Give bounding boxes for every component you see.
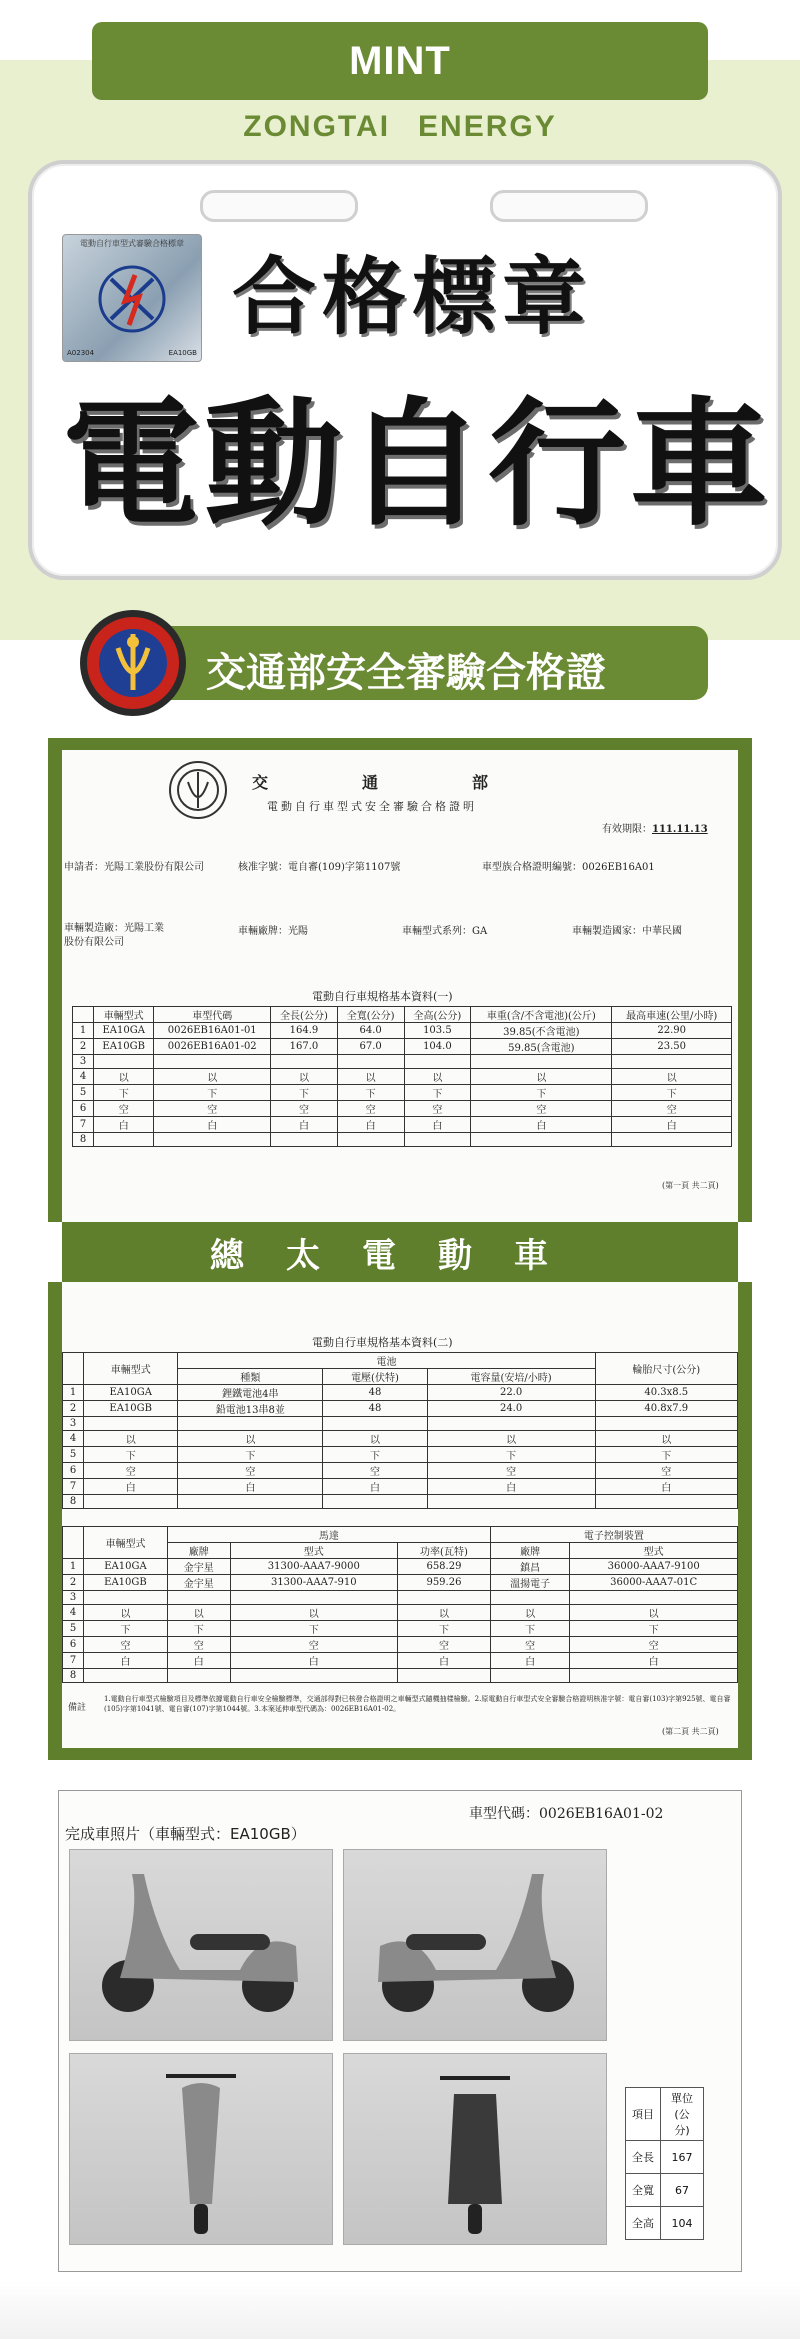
table-row: 1 EA10GA 鋰鐵電池4串 48 22.0 40.3x8.5 <box>63 1385 738 1401</box>
doc-validity <box>602 820 708 835</box>
brand-name: MINT <box>92 22 708 100</box>
cell: 167.0 <box>271 1039 338 1055</box>
doc-series: 車輛型式系列：GA <box>402 926 488 937</box>
table-row: 全高 104 <box>626 2207 704 2240</box>
blank-row: 6 空 空 空 空 空 空 <box>63 1637 738 1653</box>
scooter-photo-rear <box>343 2053 607 2245</box>
header-cell: 電壓(伏特) <box>323 1369 427 1385</box>
header-cell: 全寬(公分) <box>337 1007 404 1023</box>
table-row: 2 EA10GB 鉛電池13串8並 48 24.0 40.8x7.9 <box>63 1401 738 1417</box>
row-index: 2 <box>73 1039 94 1055</box>
page-mark-2: (第二頁 共二頁) <box>662 1727 719 1736</box>
scooter-rear-icon <box>344 2054 606 2244</box>
table-row <box>73 1023 732 1039</box>
certificate-page-2 <box>62 1282 738 1748</box>
ministry-emblem-icon <box>78 608 188 718</box>
doc-org: 交 通 部 <box>252 773 495 792</box>
header-cell: 電子控制裝置 <box>490 1527 737 1543</box>
remark-text: 1.電動自行車型式檢驗項目及標準依據電動自行車安全檢驗標準，交通部得對已核發合格證明之車輛型式隨機抽樣檢驗。2.原電動自行車型式安全審驗合格證明核准字號：電自審(103)字第925號、電自審(105)字第1041號、電自審(107)字第1044號。3.本案延伸車型代碼為：0026EB16A01-02。 <box>104 1695 731 1713</box>
header-cell: 馬達 <box>167 1527 490 1543</box>
scooter-photo-front <box>69 2053 333 2245</box>
hologram-sticker <box>62 234 202 362</box>
blank-row: 8 <box>63 1669 738 1683</box>
brand-band: 總太電動車 <box>62 1222 738 1282</box>
doc-cert-no: 車型族合格證明編號：0026EB16A01 <box>482 862 655 873</box>
blank-row: 4 以 以 以 以 以 以 以 <box>73 1069 732 1085</box>
blank-row: 7 白 白 白 白 白 <box>63 1479 738 1495</box>
blank-row: 4 以 以 以 以 以 以 <box>63 1605 738 1621</box>
blank-row: 6 空 空 空 空 空 <box>63 1463 738 1479</box>
hologram-serial: A02304 <box>67 349 95 357</box>
plate-main-text: 電動自行車 <box>62 384 773 545</box>
brand-sub-right: ENERGY <box>418 110 557 143</box>
certificate-page-1 <box>62 750 738 1222</box>
page-mark: (第一頁 共二頁) <box>662 1181 719 1190</box>
doc-applicant: 申請者：光陽工業股份有限公司 <box>64 862 204 873</box>
cell: 23.50 <box>612 1039 732 1055</box>
table-row: 2 EA10GB 金宇星 31300-AAA7-910 959.26 溫揚電子 36000-AAA7-01C <box>63 1575 738 1591</box>
scooter-photo-right <box>343 1849 607 2041</box>
doc-brand: 車輛廠牌：光陽 <box>238 926 308 937</box>
header-cell: 單位(公分) <box>661 2088 704 2141</box>
validity-label: 有效期限： <box>602 824 652 835</box>
table-header-row <box>63 1527 738 1543</box>
photo-title: 完成車照片（車輛型式：EA10GB） <box>65 1825 306 1843</box>
header-cell: 電容量(安培/小時) <box>427 1369 595 1385</box>
spec-table-1-title: 電動自行車規格基本資料(一) <box>312 990 453 1003</box>
cell: EA10GB <box>94 1039 154 1055</box>
header-cell: 電池 <box>178 1353 595 1369</box>
blank-row: 6 空 空 空 空 空 空 空 <box>73 1101 732 1117</box>
spec-table-2a <box>62 1352 738 1509</box>
cell: 64.0 <box>337 1023 404 1039</box>
row-index: 1 <box>73 1023 94 1039</box>
spec-table-2-title: 電動自行車規格基本資料(二) <box>312 1336 453 1349</box>
scooter-side-icon <box>70 1850 332 2040</box>
cell: 164.9 <box>271 1023 338 1039</box>
table-row <box>73 1039 732 1055</box>
table-header-row <box>73 1007 732 1023</box>
plate-title: 合格標章 <box>232 248 593 346</box>
license-plate <box>28 160 782 580</box>
blank-row: 3 <box>73 1055 732 1069</box>
brand-subtitle <box>0 110 800 144</box>
blank-row: 5 下 下 下 下 下 下 下 <box>73 1085 732 1101</box>
plate-slot-left <box>200 190 358 222</box>
blank-row: 3 <box>63 1417 738 1431</box>
scooter-photo-left <box>69 1849 333 2041</box>
header-cell: 輪胎尺寸(公分) <box>595 1353 737 1385</box>
photo-page <box>58 1790 742 2272</box>
header-cell: 車型代碼 <box>154 1007 271 1023</box>
cell: 0026EB16A01-02 <box>154 1039 271 1055</box>
header-cell: 車重(含/不含電池)(公斤) <box>471 1007 612 1023</box>
photo-code: 車型代碼：0026EB16A01-02 <box>469 1806 664 1822</box>
doc-country: 車輛製造國家：中華民國 <box>572 926 682 937</box>
header-cell: 全長(公分) <box>271 1007 338 1023</box>
header-cell: 種類 <box>178 1369 323 1385</box>
doc-approval-no: 核准字號：電自審(109)字第1107號 <box>238 862 401 873</box>
table-header-row <box>63 1353 738 1369</box>
hologram-model: EA10GB <box>168 349 197 357</box>
table-header-row: 廠牌 型式 功率(瓦特) 廠牌 型式 <box>63 1543 738 1559</box>
blank-row: 7 白 白 白 白 白 白 白 <box>73 1117 732 1133</box>
cell: 103.5 <box>404 1023 471 1039</box>
brand-sub-left: ZONGTAI <box>243 110 391 143</box>
header-cell: 車輛型式 <box>94 1007 154 1023</box>
cell: 104.0 <box>404 1039 471 1055</box>
table-row: 全長 167 <box>626 2141 704 2174</box>
bottom-fade <box>0 2280 800 2339</box>
blank-row: 8 <box>63 1495 738 1509</box>
scooter-front-icon <box>70 2054 332 2244</box>
cell: 39.85(不含電池) <box>471 1023 612 1039</box>
ministry-seal-icon <box>168 760 228 820</box>
header-cell: 最高車速(公里/小時) <box>612 1007 732 1023</box>
header-cell: 全高(公分) <box>404 1007 471 1023</box>
plate-slot-right <box>490 190 648 222</box>
blank-row: 3 <box>63 1591 738 1605</box>
blank-row: 8 <box>73 1133 732 1147</box>
dimensions-table <box>625 2087 704 2240</box>
blank-row: 7 白 白 白 白 白 白 <box>63 1653 738 1669</box>
remark-label: 備註 <box>68 1703 87 1713</box>
cell: EA10GA <box>94 1023 154 1039</box>
doc-manufacturer: 車輛製造廠：光陽工業股份有限公司 <box>64 923 164 948</box>
cell: 67.0 <box>337 1039 404 1055</box>
blank-row: 5 下 下 下 下 下 下 <box>63 1621 738 1637</box>
blank-row: 4 以 以 以 以 以 <box>63 1431 738 1447</box>
cell: 0026EB16A01-01 <box>154 1023 271 1039</box>
spec-table-1 <box>72 1006 732 1147</box>
hologram-title: 電動自行車型式審驗合格標章 <box>80 239 184 248</box>
doc-subtitle: 電動自行車型式安全審驗合格證明 <box>267 800 477 813</box>
scooter-side-icon <box>344 1850 606 2040</box>
header-cell: 項目 <box>626 2088 661 2141</box>
spec-table-2b <box>62 1526 738 1683</box>
validity-value: 111.11.13 <box>652 824 708 835</box>
table-row: 全寬 67 <box>626 2174 704 2207</box>
ministry-logo-icon <box>63 235 201 361</box>
table-header-row <box>626 2088 704 2141</box>
header-cell: 車輛型式 <box>84 1353 178 1385</box>
blank-row: 5 下 下 下 下 下 <box>63 1447 738 1463</box>
table-row: 1 EA10GA 金宇星 31300-AAA7-9000 658.29 鎮昌 36000-AAA7-9100 <box>63 1559 738 1575</box>
header-cell: 車輛型式 <box>84 1527 168 1559</box>
cell: 22.90 <box>612 1023 732 1039</box>
cell: 59.85(含電池) <box>471 1039 612 1055</box>
cert-banner-text: 交通部安全審驗合格證 <box>206 650 606 696</box>
